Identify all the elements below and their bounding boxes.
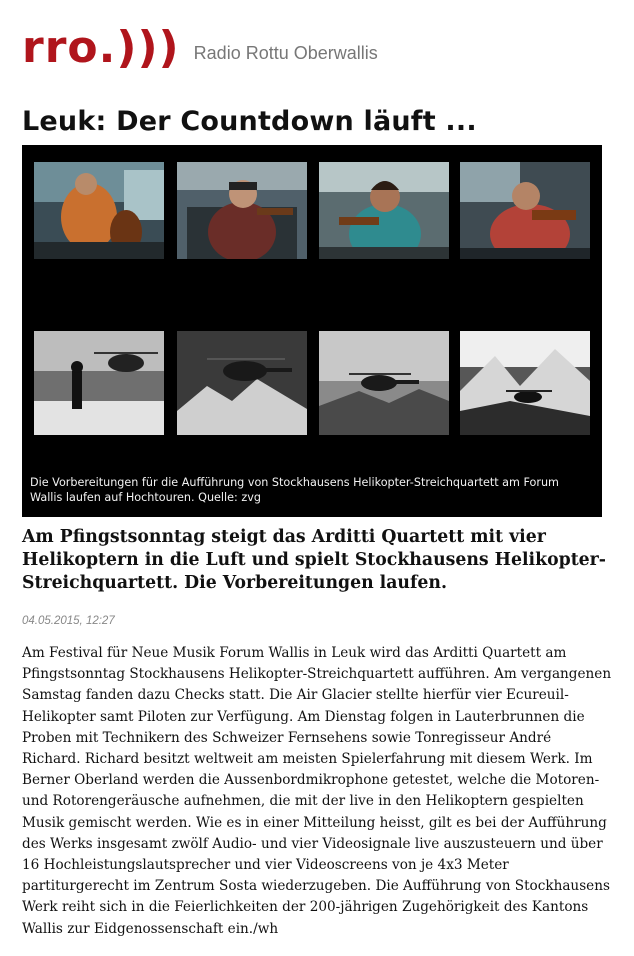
article-body: Am Festival für Neue Musik Forum Wallis in Leuk wird das Arditti Quartett am Pfingstsonntag Stockhausens Helikopter-Streichquartett aufführen. Am vergangenen Samstag fanden dazu Checks statt. Die Air Glacier stellte hierfür vier Ecureuil-Helikopter samt Piloten zur Verfügung. Am Dienstag folgen in Lauterbrunnen die Proben mit Technikern des Schweizer Fernsehens sowie Tonregisseur André Richard. Richard besitzt weltweit am meisten Spielerfahrung mit diesem Werk. Im Berner Oberland werden die Aussenbordmikrophone getestet, welche die Motoren- und Rotorengeräusche aufnehmen, die mit der live in den Helikoptern gespielten Musik gemischt werden. Wie es in einer Mitteilung heisst, gilt es bei der Aufführung des Werks insgesamt zwölf Audio- und vier Videosignale live auszusteuern und über 16 Hochleistungslautsprecher und vier Videoscreens von je 4x3 Meter partiturgerecht im Zentrum Sosta wiederzugeben. Die Aufführung von Stockhausens Werk reiht sich in die Feierlichkeiten der 200-jährigen Zugehörigkeit des Kantons Wallis zur Eidgenossenschaft ein./wh bbox=[22, 645, 612, 937]
photo-helicopter-peaks bbox=[460, 331, 590, 435]
photo-helicopter-landing bbox=[34, 331, 164, 435]
rro-logo[interactable]: rro.))) bbox=[22, 22, 180, 73]
article-image bbox=[22, 145, 602, 517]
photo-cellist bbox=[34, 162, 164, 259]
article-lead: Am Pfingstsonntag steigt das Arditti Quartett mit vier Helikoptern in die Luft und spielt Stockhausens Helikopter-Streichquartett. Die Vorbereitungen laufen. bbox=[22, 527, 606, 593]
photo-helicopter-mountain-1 bbox=[177, 331, 307, 435]
photo-violinist-3 bbox=[460, 162, 590, 259]
image-caption: Die Vorbereitungen für die Aufführung von Stockhausens Helikopter-Streichquartett am Forum Wallis laufen auf Hochtouren. Quelle: zvg bbox=[30, 476, 559, 504]
station-name: Radio Rottu Oberwallis bbox=[193, 43, 378, 63]
photo-helicopter-mountain-2 bbox=[319, 331, 449, 435]
publish-date: 04.05.2015, 12:27 bbox=[22, 615, 115, 627]
photo-violinist-2 bbox=[319, 162, 449, 259]
article-title: Leuk: Der Countdown läuft ... bbox=[22, 106, 477, 137]
site-header bbox=[22, 22, 378, 73]
photo-violinist-1 bbox=[177, 162, 307, 259]
